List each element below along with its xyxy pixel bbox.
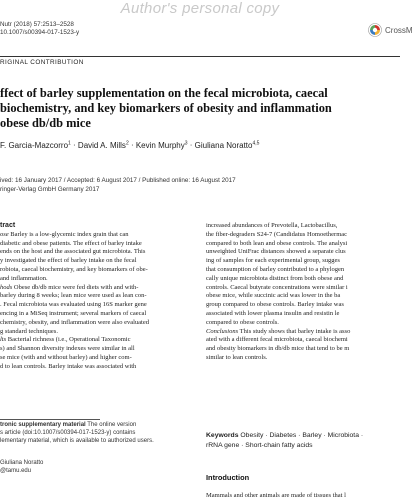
journal-doi: 10.1007/s00394-017-1523-y bbox=[0, 29, 80, 36]
section-lead: Conclusions bbox=[206, 327, 239, 335]
line-text: g standard techniques. bbox=[0, 327, 58, 335]
author-name: Giuliana Noratto bbox=[194, 140, 253, 150]
author-separator: · bbox=[73, 140, 78, 150]
author-name: David A. Mills bbox=[77, 140, 126, 150]
abstract-column bbox=[0, 222, 190, 372]
text-line bbox=[206, 266, 400, 275]
line-text: that consumption of barley contributed to a phylogen bbox=[206, 265, 345, 273]
text-line bbox=[206, 222, 400, 231]
line-text: Barley is a low-glycemic index grain that can bbox=[8, 230, 129, 238]
line-text: y investigated the effect of barley intake on the fecal bbox=[0, 257, 137, 265]
watermark: Author's personal copy bbox=[120, 0, 280, 17]
line-text: cally unique microbiota distinct from both obese and bbox=[206, 274, 344, 282]
author-affiliation-mark: 4,5 bbox=[252, 140, 260, 146]
line-text: and inflammation. bbox=[0, 274, 48, 282]
article-dates bbox=[0, 176, 236, 194]
line-text: and obesity biomarkers in db/db mice that tend to be m bbox=[206, 345, 350, 353]
line-text: se mice (with and without barley) and higher com- bbox=[0, 353, 132, 361]
text-line bbox=[206, 319, 400, 328]
line-text: similar to lean controls. bbox=[206, 353, 268, 361]
abstract-heading: tract bbox=[0, 222, 16, 229]
supplementary-text: lementary material, which is available to authorized users. bbox=[0, 438, 154, 444]
line-text: the fiber-degraders S24-7 (Candidatus Homoethermac bbox=[206, 230, 348, 238]
keywords-list-continued: rRNA gene · Short-chain fatty acids bbox=[206, 441, 313, 449]
text-line bbox=[206, 336, 400, 345]
line-text: robiota, caecal biochemistry, and key biomarkers of obe- bbox=[0, 265, 148, 273]
supplementary-title: tronic supplementary material bbox=[0, 422, 86, 428]
section-lead: hods bbox=[0, 283, 13, 291]
author-name: Kevin Murphy bbox=[135, 140, 185, 150]
line-text: Bacterial richness (i.e., Operational Taxonomic bbox=[6, 336, 131, 344]
abstract-continued-body bbox=[206, 222, 400, 363]
crossmark-label: CrossM bbox=[385, 25, 413, 35]
correspondence bbox=[0, 459, 43, 475]
text-line bbox=[0, 266, 190, 275]
correspondence-name: Giuliana Noratto bbox=[0, 460, 44, 466]
text-line bbox=[206, 310, 400, 319]
line-text: compared to both lean and obese controls. The analysi bbox=[206, 239, 348, 247]
text-line bbox=[0, 240, 190, 249]
line-text: obese mice, while succinic acid was lower in the ba bbox=[206, 292, 341, 300]
title-line-1: ffect of barley supplementation on the fecal microbiota, caecal bbox=[0, 86, 328, 100]
line-text: associated with lower plasma insulin and resistin le bbox=[206, 309, 340, 317]
text-line bbox=[0, 284, 190, 293]
received-accepted-dates: ived: 16 January 2017 / Accepted: 6 August 2017 / Published online: 16 August 2017 bbox=[0, 177, 236, 184]
line-text: Obese db/db mice were fed diets with and with- bbox=[12, 283, 139, 291]
author-3[interactable] bbox=[136, 141, 188, 150]
text-line bbox=[0, 257, 190, 266]
title-line-2: biochemistry, and key biomarkers of obesity and inflammation bbox=[0, 101, 332, 115]
line-text: . Fecal microbiota was evaluated using 16S marker gene bbox=[0, 301, 147, 309]
journal-volume-pages: Nutr (2018) 57:2513–2528 bbox=[0, 21, 74, 28]
line-text: increased abundances of Prevotella, Lactobacillus, bbox=[206, 222, 338, 229]
line-text: ated with a different fecal microbiota, caecal biochemi bbox=[206, 336, 348, 344]
author-1[interactable] bbox=[0, 141, 71, 150]
text-line bbox=[0, 345, 190, 354]
line-text: compared to obese controls. bbox=[206, 318, 279, 326]
author-affiliation-mark: 1 bbox=[68, 140, 71, 146]
author-separator: · bbox=[130, 140, 136, 150]
correspondence-email[interactable]: @tamu.edu bbox=[0, 468, 32, 474]
text-line bbox=[0, 354, 190, 363]
journal-citation bbox=[0, 21, 79, 37]
line-text: s) and Shannon diversity indexes were similar in all bbox=[0, 345, 135, 353]
supplementary-text: The online version bbox=[85, 422, 137, 428]
text-line bbox=[206, 345, 400, 354]
line-text: controls. Caecal butyrate concentrations were similar i bbox=[206, 283, 348, 291]
line-text: diabetic and obese patients. The effect of barley intake bbox=[0, 239, 142, 247]
text-line bbox=[206, 292, 400, 301]
article-category: RIGINAL CONTRIBUTION bbox=[0, 59, 84, 66]
line-text: unweighted UniFrac distances showed a separate clus bbox=[206, 248, 346, 256]
title-line-3: obese db/db mice bbox=[0, 116, 91, 130]
line-text: chemistry, obesity, and inflammation were also evaluated bbox=[0, 318, 149, 326]
line-text: ing of samples for each experimental group, sugges bbox=[206, 257, 340, 265]
line-text: This study shows that barley intake is asso bbox=[238, 327, 351, 335]
text-line bbox=[206, 257, 400, 266]
line-text: barley during 8 weeks; lean mice were used as lean con- bbox=[0, 292, 147, 300]
text-line bbox=[0, 292, 190, 301]
author-list bbox=[0, 140, 259, 150]
author-affiliation-mark: 2 bbox=[125, 140, 129, 146]
keywords-label: Keywords bbox=[206, 432, 239, 439]
text-line bbox=[0, 363, 190, 372]
text-line bbox=[0, 275, 190, 284]
article-title bbox=[0, 86, 400, 131]
author-name: F. Garcia-Mazcorro bbox=[0, 140, 69, 150]
text-line bbox=[0, 336, 190, 345]
supplementary-doi[interactable]: s article (doi:10.1007/s00394-017-1523-y) contains bbox=[0, 430, 136, 436]
text-line bbox=[206, 328, 400, 337]
text-line bbox=[0, 231, 190, 240]
introduction-heading: Introduction bbox=[206, 473, 250, 482]
introduction-text: Mammals and other animals are made of tissues that l bbox=[206, 492, 346, 499]
section-lead: ose bbox=[0, 230, 9, 238]
author-2[interactable] bbox=[78, 141, 129, 150]
text-line bbox=[206, 248, 400, 257]
footnote-rule bbox=[0, 419, 100, 420]
crossmark-icon bbox=[368, 23, 382, 37]
keywords bbox=[206, 431, 363, 450]
author-4[interactable] bbox=[195, 141, 260, 150]
text-line bbox=[206, 275, 400, 284]
text-line bbox=[0, 248, 190, 257]
supplementary-note bbox=[0, 421, 154, 445]
text-line bbox=[206, 240, 400, 249]
author-separator: · bbox=[189, 140, 195, 150]
line-text: ends on the host and the associated gut microbiota. This bbox=[0, 248, 146, 256]
text-line bbox=[206, 231, 400, 240]
abstract-continued-column bbox=[206, 222, 400, 363]
line-text: d to lean controls. Barley intake was associated with bbox=[0, 362, 137, 370]
text-line bbox=[0, 301, 190, 310]
keywords-list: Obesity · Diabetes · Barley · Microbiota · bbox=[238, 432, 364, 439]
crossmark-badge[interactable] bbox=[368, 23, 413, 37]
line-text: encing in a MiSeq instrument; several markers of caecal bbox=[0, 309, 147, 317]
text-line bbox=[206, 284, 400, 293]
text-line bbox=[206, 354, 400, 363]
text-line bbox=[206, 301, 400, 310]
copyright-line: ringer-Verlag GmbH Germany 2017 bbox=[0, 186, 100, 193]
text-line bbox=[0, 310, 190, 319]
line-text: group compared to obese controls. Barley intake was bbox=[206, 301, 344, 309]
abstract-body bbox=[0, 231, 190, 372]
author-affiliation-mark: 3 bbox=[184, 140, 188, 146]
section-lead: lts bbox=[0, 336, 7, 344]
text-line bbox=[0, 328, 190, 337]
text-line bbox=[0, 319, 190, 328]
